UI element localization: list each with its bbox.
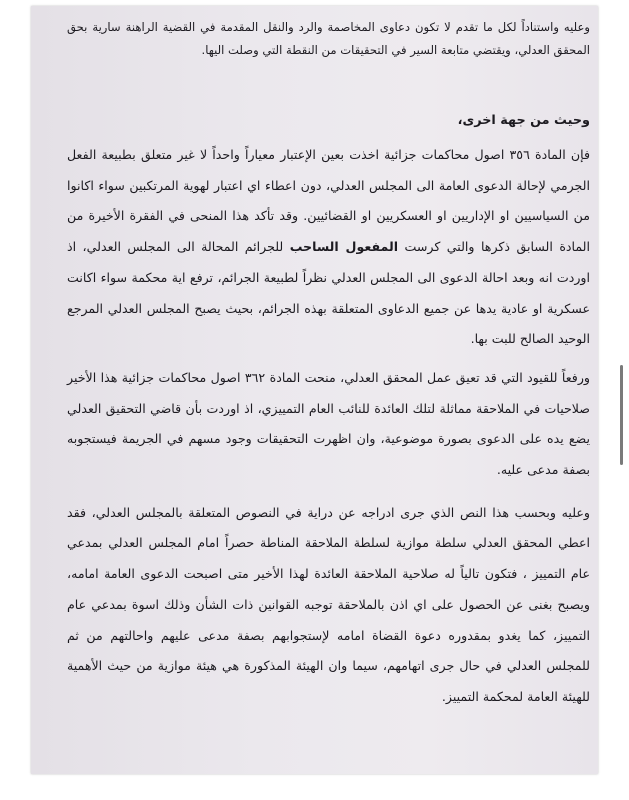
paragraph-investigator-powers: وعليه وبحسب هذا النص الذي جرى ادراجه عن دراية في النصوص المتعلقة بالمجلس العدلي، فقد اعطي المحقق العدلي سلطة موازية لسلطة الملاحقة المناطة حصراً امام المجلس العدلي بمدعي عام التمييز ، فتكون تالياً له صلاحية الملاحقة العائدة لهذا الأخير متى اصبحت الدعوى العامة امامه، ويصبح بغنى عن الحصول على اي اذن بالملاحقة توجبه القوانين ذات الشأن وذلك اسوة بمدعي عام التمييز، كما يغدو بمقدوره دعوة القضاة امامه لإستجوابهم بصفة مدعى عليهم واحالتهم من ثم للمجلس العدلي في حال جرى اتهامهم، سيما وان الهيئة المذكورة هي هيئة موازية من حيث الأهمية للهيئة العامة لمحكمة التمييز.	[67, 504, 590, 704]
paragraph-article-362: ورفعاً للقيود التي قد تعيق عمل المحقق العدلي، منحت المادة ٣٦٢ اصول محاكمات جزائية هذا الأخير صلاحيات في الملاحقة مماثلة لتلك العائدة للنائب العام التمييزي، اذ اوردت بأن قاضي التحقيق العدلي يضع يده على الدعوى بصورة موضوعية، وان اظهرت التحقيقات وجود مسهم في الجريمة فيستجوبه بصفة مدعى عليه.	[67, 369, 590, 478]
emphasis-term: المفعول الساحب	[289, 239, 399, 255]
scanned-page	[31, 6, 598, 774]
paragraph-spacer	[67, 486, 590, 498]
paragraph-spacer	[67, 355, 590, 363]
scrollbar-thumb[interactable]	[620, 365, 623, 465]
section-heading: وحيث من جهة اخرى،	[457, 113, 590, 128]
page-text	[67, 16, 590, 713]
paragraph-article-356	[67, 140, 590, 355]
paragraph-conclusion: وعليه واستناداً لكل ما تقدم لا تكون دعاوى المخاصمة والرد والنقل المقدمة في القضية الراهنة سارية بحق المحقق العدلي، ويقتضي متابعة السير في التحقيقات من النقطة التي وصلت اليها.	[67, 20, 590, 57]
paragraph-article-356-text: فإن المادة ٣٥٦ اصول محاكمات جزائية اخذت بعين الإعتبار معياراً واحداً لا غير متعلق بطبيعة الفعل الجرمي لإحالة الدعوى العامة الى المجلس العدلي، دون اعطاء اي اعتبار لهوية المرتكبين سواء اكانوا من السياسيين او الإداريين او العسكريين او القضائيين. وقد تأكد هذا المنحى في الفقرة الأخيرة من المادة السابق ذكرها والتي كرست	[67, 147, 590, 255]
paragraph-article-356-continued: للجرائم المحالة الى المجلس العدلي، اذ اوردت انه وبعد احالة الدعوى الى المجلس العدلي نظراً لطبيعة الجرائم، ترفع اية محكمة سواء اكانت عسكرية او عادية يدها عن جميع الدعاوى المتعلقة بهذه الجرائم، بحيث يصبح المجلس العدلي المرجع الوحيد الصالح للبت بها.	[67, 239, 590, 347]
